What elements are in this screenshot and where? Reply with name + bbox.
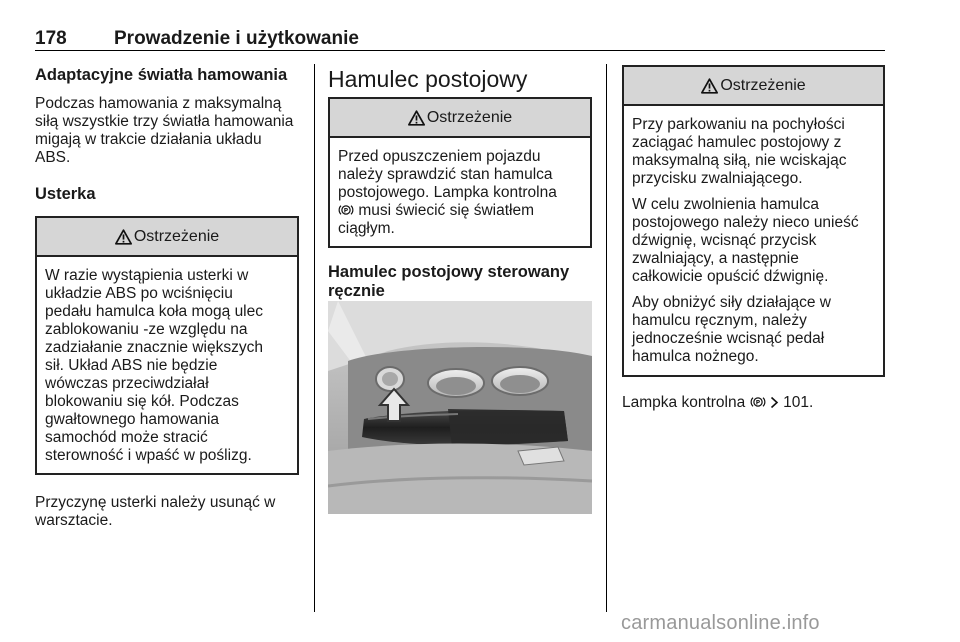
header-divider — [35, 50, 885, 51]
column-1 — [35, 60, 299, 530]
chapter-title: Prowadzenie i użytkowanie — [114, 28, 359, 49]
warning-text-3: Aby obniżyć siły działające w hamulcu ręcznym, należy jednocześnie wcisnąć pedał hamulca nożnego. — [632, 294, 832, 365]
warning-title: Ostrzeżenie — [720, 76, 806, 94]
page-number: 178 — [35, 28, 67, 49]
parking-brake-photo — [328, 301, 592, 514]
paragraph-fault-repair: Przyczynę usterki należy usunąć w warsztacie. — [35, 494, 276, 529]
warning-triangle-icon — [115, 229, 132, 245]
warning-triangle-icon — [408, 110, 425, 126]
lamp-reference-line: Lampka kontrolna P 101. — [622, 394, 814, 411]
column-3 — [622, 60, 885, 412]
warning-text: Przed opuszczeniem pojazdu należy sprawdzić stan hamulca postojowego. Lampka kontrolna P musi świecić się światłem ciągłym. — [338, 148, 557, 237]
page-header — [35, 28, 885, 50]
warning-header — [37, 218, 297, 257]
column-divider-1 — [314, 64, 315, 612]
warning-box-abs — [35, 216, 299, 475]
column-divider-2 — [606, 64, 607, 612]
svg-text:P: P — [343, 207, 349, 215]
warning-triangle-icon — [701, 78, 718, 94]
warning-box-parking-brake — [328, 97, 592, 248]
warning-header — [624, 67, 883, 106]
warning-text-2: W celu zwolnienia hamulca postojowego należy nieco unieść dźwignię, wcisnąć przycisk zwalniający, a następnie całkowicie opuścić dźwignię. — [632, 196, 859, 285]
warning-text-1: Przy parkowaniu na pochyłości zaciągać hamulec postojowy z maksymalną siłą, nie wciskając przycisku zwalniającego. — [632, 116, 847, 187]
lamp-page-ref[interactable]: 101. — [783, 394, 814, 411]
subheading-manual-parking-brake: Hamulec postojowy sterowany ręcznie — [328, 263, 570, 300]
warning-title: Ostrzeżenie — [133, 227, 220, 245]
section-heading-fault: Usterka — [35, 185, 96, 203]
brake-lamp-icon — [338, 203, 354, 217]
warning-text: W razie wystąpienia usterki w układzie ABS po wciśnięciu pedału hamulca koła mogą ulec zablokowaniu -ze względu na zadziałanie znacznie większych sił. Układ ABS nie będzie wówczas przeciwdziałał blokowaniu się kół. Podczas gwałtownego hamowania samochód może stracić sterowność i wpaść w poślizg. — [45, 267, 263, 464]
section-heading-parking-brake: Hamulec postojowy — [328, 66, 528, 92]
warning-header — [330, 99, 590, 138]
warning-box-parking-slope — [622, 65, 885, 377]
watermark: carmanualsonline.info — [621, 612, 820, 634]
page-reference-icon[interactable] — [770, 396, 779, 409]
section-heading-adaptive-brake-lights: Adaptacyjne światła hamowania — [35, 66, 288, 84]
svg-text:P: P — [755, 399, 760, 407]
paragraph-adaptive-brake-lights: Podczas hamowania z maksymalną siłą wszystkie trzy światła hamowania migają w trakcie działania układu ABS. — [35, 95, 294, 166]
column-2 — [328, 60, 592, 301]
warning-title: Ostrzeżenie — [426, 108, 513, 126]
brake-lamp-icon — [750, 395, 766, 409]
